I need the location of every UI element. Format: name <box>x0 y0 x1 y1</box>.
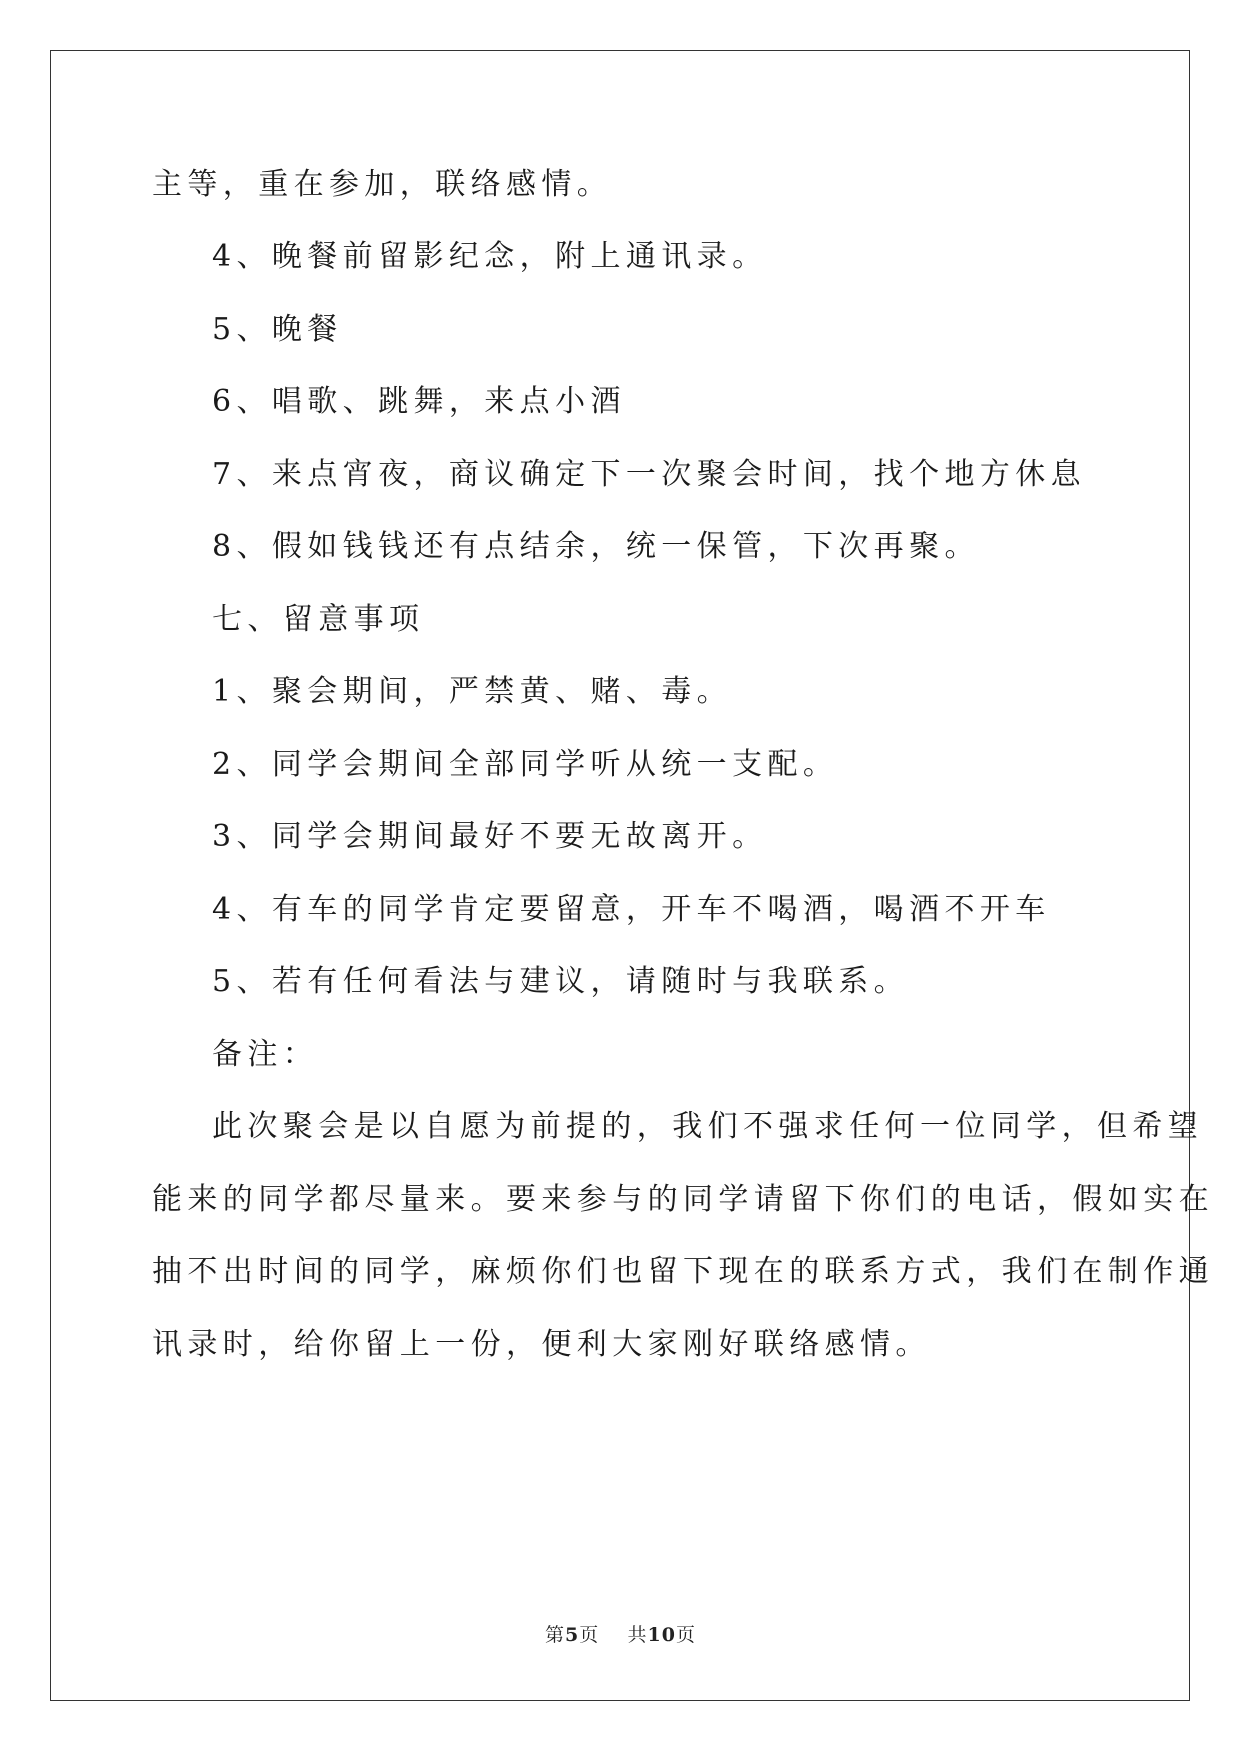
page-number: 5 <box>565 1624 580 1646</box>
paragraph-line: 7、来点宵夜，商议确定下一次聚会时间，找个地方休息 <box>212 457 1087 492</box>
paragraph-line: 5、晚餐 <box>212 312 343 347</box>
page-prefix: 第 <box>545 1624 566 1646</box>
section-heading: 七、留意事项 <box>212 602 425 637</box>
paragraph-line: 讯录时，给你留上一份，便利大家刚好联络感情。 <box>152 1327 931 1362</box>
total-suffix: 页 <box>675 1624 696 1646</box>
note-heading: 备注： <box>212 1037 319 1072</box>
paragraph-line: 8、假如钱钱还有点结余，统一保管，下次再聚。 <box>212 529 980 564</box>
paragraph-line: 6、唱歌、跳舞，来点小酒 <box>212 384 626 419</box>
paragraph-line: 主等，重在参加，联络感情。 <box>152 167 613 202</box>
paragraph-line: 2、同学会期间全部同学听从统一支配。 <box>212 747 839 782</box>
paragraph-line: 4、晚餐前留影纪念，附上通讯录。 <box>212 239 768 274</box>
total-pages: 10 <box>647 1624 676 1646</box>
total-prefix: 共 <box>627 1624 648 1646</box>
paragraph-line: 4、有车的同学肯定要留意，开车不喝酒，喝酒不开车 <box>212 892 1051 927</box>
paragraph-line: 此次聚会是以自愿为前提的，我们不强求任何一位同学，但希望 <box>212 1109 1204 1144</box>
paragraph-line: 3、同学会期间最好不要无故离开。 <box>212 819 768 854</box>
page-suffix: 页 <box>579 1624 600 1646</box>
page-footer <box>0 1620 1241 1647</box>
paragraph-line: 1、聚会期间，严禁黄、赌、毒。 <box>212 674 733 709</box>
page-border <box>50 50 1190 1701</box>
paragraph-line: 5、若有任何看法与建议，请随时与我联系。 <box>212 964 910 999</box>
paragraph-line: 能来的同学都尽量来。要来参与的同学请留下你们的电话，假如实在 <box>152 1182 1214 1217</box>
paragraph-line: 抽不出时间的同学，麻烦你们也留下现在的联系方式，我们在制作通 <box>152 1254 1214 1289</box>
